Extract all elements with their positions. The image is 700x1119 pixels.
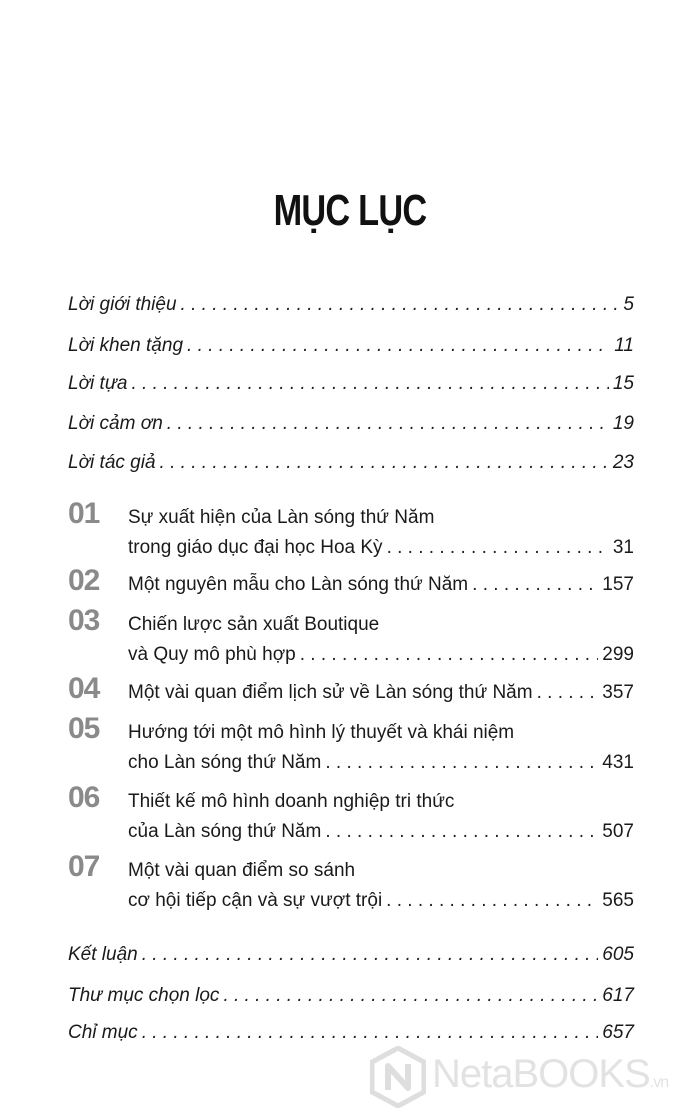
dot-leader <box>187 331 610 361</box>
toc-entry-page: 605 <box>602 944 634 965</box>
chapter-number: 02 <box>68 564 100 597</box>
toc-entry-front[interactable] <box>68 290 634 320</box>
toc-entry-page: 565 <box>602 890 634 911</box>
chapter-title-line <box>128 533 634 563</box>
dot-leader <box>223 981 598 1011</box>
toc-entry-page: 657 <box>602 1022 634 1043</box>
toc-entry-label: Thư mục chọn lọc <box>68 985 220 1006</box>
toc-entry-label: Chỉ mục <box>68 1022 138 1043</box>
toc-entry-page: 357 <box>602 682 634 703</box>
chapter-number: 07 <box>68 850 100 883</box>
toc-entry-page: 299 <box>602 644 634 665</box>
chapter-number: 06 <box>68 781 100 814</box>
toc-entry-front[interactable] <box>68 448 634 478</box>
chapter-title-text: Một vài quan điểm lịch sử về Làn sóng thứ Năm <box>128 682 533 703</box>
toc-entry-label: Lời cảm ơn <box>68 413 163 434</box>
watermark <box>366 1040 700 1116</box>
chapter-title-line <box>128 748 634 778</box>
chapter-title-text: cho Làn sóng thứ Năm <box>128 752 322 773</box>
dot-leader <box>472 570 598 600</box>
chapter-title-line <box>128 570 634 600</box>
toc-entry-back[interactable] <box>68 940 634 970</box>
chapter-title-line <box>128 718 634 748</box>
chapter-title-line <box>128 886 634 916</box>
toc-entry-page: 507 <box>602 821 634 842</box>
chapter-title-text: Chiến lược sản xuất Boutique <box>128 614 380 635</box>
chapter-number: 01 <box>68 497 100 530</box>
toc-entry-label: Lời khen tặng <box>68 335 184 356</box>
chapter-title-line <box>128 787 634 817</box>
toc-entry-label: Kết luận <box>68 944 138 965</box>
chapter-number: 03 <box>68 604 100 637</box>
dot-leader <box>537 678 599 708</box>
toc-entry-page: 431 <box>602 752 634 773</box>
toc-entry-page: 15 <box>612 373 634 394</box>
toc-entry-label: Lời tựa <box>68 373 128 394</box>
dot-leader <box>160 448 609 478</box>
toc-entry-page: 11 <box>614 335 634 356</box>
chapter-title-text: và Quy mô phù hợp <box>128 644 296 665</box>
chapter-title-text: Một nguyên mẫu cho Làn sóng thứ Năm <box>128 574 469 595</box>
chapter-title-text: cơ hội tiếp cận và sự vượt trội <box>128 890 383 911</box>
dot-leader <box>181 290 620 320</box>
chapter-title-text: Sự xuất hiện của Làn sóng thứ Năm <box>128 507 435 528</box>
netabooks-logo-icon <box>370 1046 426 1108</box>
toc-entry-front[interactable] <box>68 369 634 399</box>
toc-entry-page: 157 <box>602 574 634 595</box>
chapter-title-text: của Làn sóng thứ Năm <box>128 821 322 842</box>
toc-entry-label: Lời giới thiệu <box>68 294 177 315</box>
toc-entry-page: 31 <box>612 537 634 558</box>
chapter-title-text: Một vài quan điểm so sánh <box>128 860 356 881</box>
toc-entry-page: 23 <box>612 452 634 473</box>
chapter-title-text: trong giáo dục đại học Hoa Kỳ <box>128 537 383 558</box>
dot-leader <box>325 748 598 778</box>
chapter-title-line <box>128 610 634 640</box>
chapter-title-line <box>128 856 634 886</box>
dot-leader <box>131 369 608 399</box>
watermark-text <box>432 1052 668 1097</box>
chapter-title-line <box>128 503 634 533</box>
toc-entry-label: Lời tác giả <box>68 452 156 473</box>
chapter-title-line <box>128 640 634 670</box>
toc-entry-back[interactable] <box>68 981 634 1011</box>
chapter-title-text: Hướng tới một mô hình lý thuyết và khái niệm <box>128 722 515 743</box>
watermark-suffix: .vn <box>649 1074 669 1091</box>
toc-entry-front[interactable] <box>68 409 634 439</box>
chapter-title-line <box>128 817 634 847</box>
chapter-number: 04 <box>68 672 100 705</box>
chapter-title-text: Thiết kế mô hình doanh nghiệp tri thức <box>128 791 455 812</box>
dot-leader <box>387 533 609 563</box>
dot-leader <box>167 409 609 439</box>
chapter-title-line <box>128 678 634 708</box>
dot-leader <box>142 940 599 970</box>
toc-entry-page: 617 <box>602 985 634 1006</box>
dot-leader <box>300 640 599 670</box>
toc-entry-front[interactable] <box>68 331 634 361</box>
watermark-brand: NetaBOOKS <box>432 1052 650 1096</box>
chapter-number: 05 <box>68 712 100 745</box>
page-title: MỤC LỤC <box>273 186 427 235</box>
toc-entry-page: 19 <box>612 413 634 434</box>
dot-leader <box>386 886 598 916</box>
toc-entry-page: 5 <box>623 294 634 315</box>
dot-leader <box>325 817 598 847</box>
